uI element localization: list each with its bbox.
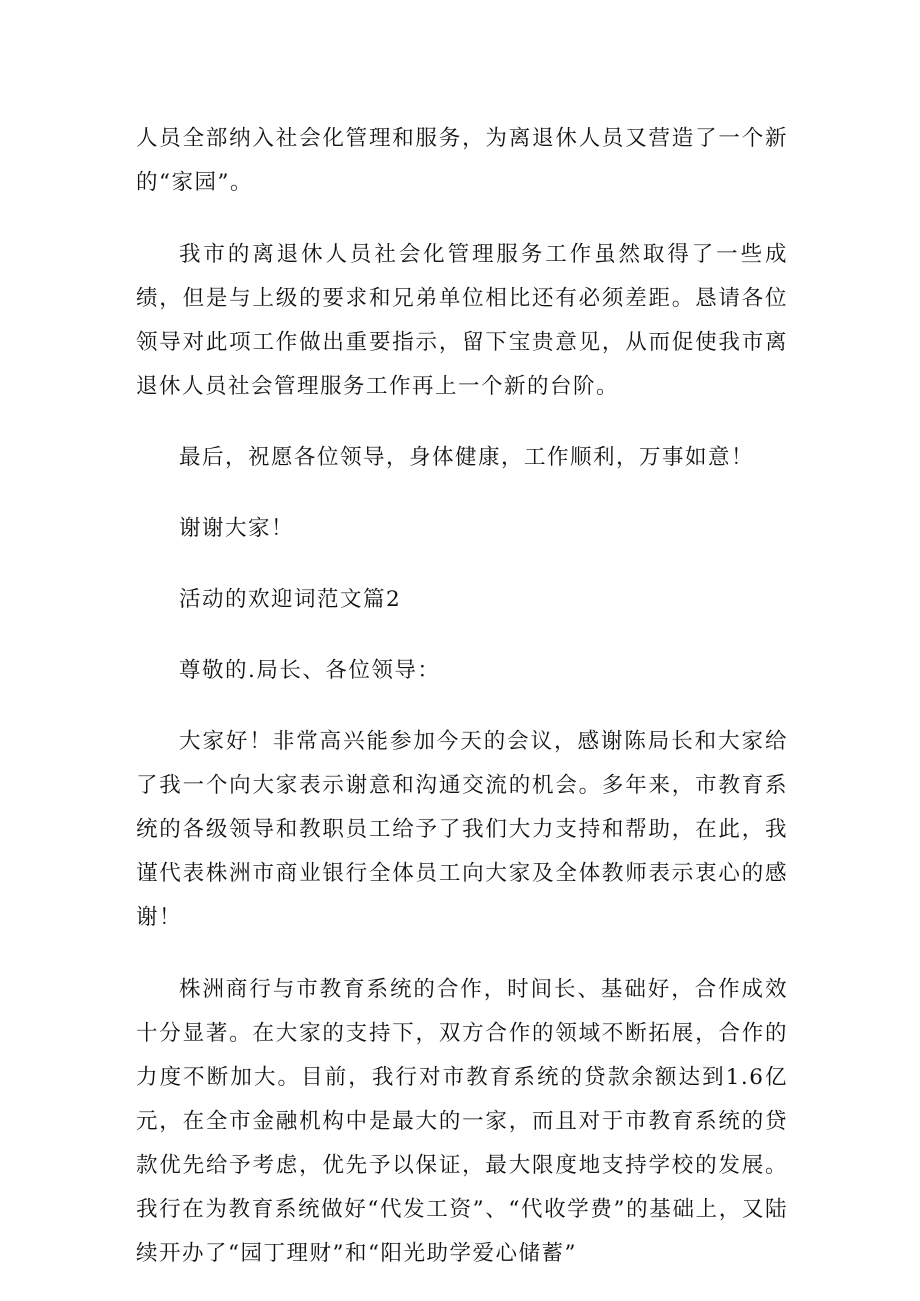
paragraph-greeting: 大家好！非常高兴能参加今天的会议，感谢陈局长和大家给了我一个向大家表示谢意和沟通交流的机会。多年来，市教育系统的各级领导和教职员工给予了我们大力支持和帮助，在此，我谨代表株洲市商业银行全体员工向大家及全体教师表示衷心的感谢！ — [136, 729, 788, 930]
paragraph-thanks: 谢谢大家！ — [179, 516, 295, 541]
paragraph-achievements: 我市的离退休人员社会化管理服务工作虽然取得了一些成绩，但是与上级的要求和兄弟单位相比还有必须差距。恳请各位领导对此项工作做出重要指示，留下宝贵意见，从而促使我市离退休人员社会管理服务工作再上一个新的台阶。 — [136, 242, 788, 399]
salutation: 尊敬的.局长、各位领导： — [179, 658, 441, 683]
section-heading: 活动的欢迎词范文篇2 — [179, 587, 402, 612]
paragraph-wishes: 最后，祝愿各位领导，身体健康，工作顺利，万事如意！ — [179, 445, 755, 470]
paragraph-cooperation: 株洲商行与市教育系统的合作，时间长、基础好，合作成效十分显著。在大家的支持下，双方合作的领域不断拓展，合作的力度不断加大。目前，我行对市教育系统的贷款余额达到1.6亿元，在全市金融机构中是最大的一家，而且对于市教育系统的贷款优先给予考虑，优先予以保证，最大限度地支持学校的发展。我行在为教育系统做好“代发工资”、“代收学费”的基础上，又陆续开办了“园丁理财”和“阳光助学爱心储蓄” — [136, 977, 788, 1266]
paragraph-continuation: 人员全部纳入社会化管理和服务，为离退休人员又营造了一个新的“家园”。 — [136, 126, 788, 195]
